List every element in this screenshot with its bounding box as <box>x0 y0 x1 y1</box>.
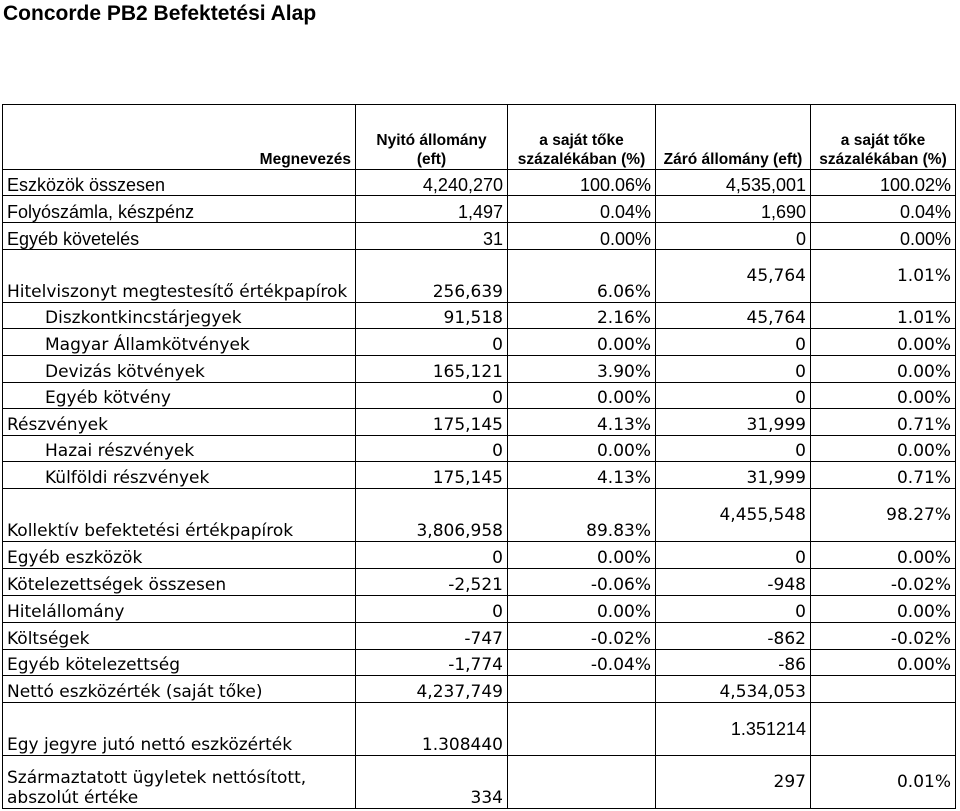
row-open-pct: 0.00% <box>508 329 656 356</box>
row-open: 0 <box>356 436 508 462</box>
row-open: 175,145 <box>356 409 508 436</box>
row-name: Nettó eszközérték (saját tőke) <box>3 676 356 703</box>
row-open: 1,497 <box>356 196 508 223</box>
row-open: 0 <box>356 383 508 409</box>
table-row <box>3 542 956 569</box>
row-close: 0 <box>656 356 811 383</box>
row-open: 91,518 <box>356 303 508 329</box>
row-open-pct <box>508 703 656 756</box>
row-name: Diszkontkincstárjegyek <box>3 303 356 329</box>
row-name: Hitelviszonyt megtestesítő értékpapírok <box>3 250 356 303</box>
row-close: 4,534,053 <box>656 676 811 703</box>
row-close-pct: 1.01% <box>811 303 956 329</box>
row-close-pct: 0.00% <box>811 542 956 569</box>
row-close-pct: 0.00% <box>811 650 956 676</box>
row-open-pct: -0.04% <box>508 650 656 676</box>
row-open-pct: -0.02% <box>508 623 656 650</box>
row-name: Származtatott ügyletek nettósított, abszolút értéke <box>3 756 356 809</box>
row-close: 0 <box>656 542 811 569</box>
row-name: Magyar Államkötvények <box>3 329 356 356</box>
table-row <box>3 756 956 809</box>
row-open: 1.308440 <box>356 703 508 756</box>
row-open-pct <box>508 756 656 809</box>
table-row <box>3 383 956 409</box>
row-open: 0 <box>356 329 508 356</box>
header-closing: Záró állomány (eft) <box>656 105 811 170</box>
row-close-pct: 98.27% <box>811 489 956 542</box>
row-open: -1,774 <box>356 650 508 676</box>
row-open-pct: 89.83% <box>508 489 656 542</box>
table-row <box>3 409 956 436</box>
table-row <box>3 436 956 462</box>
row-name: Költségek <box>3 623 356 650</box>
row-close-pct: 0.71% <box>811 409 956 436</box>
row-name: Egyéb eszközök <box>3 542 356 569</box>
row-close-pct: 0.00% <box>811 223 956 250</box>
row-close: 45,764 <box>656 303 811 329</box>
row-open-pct: 6.06% <box>508 250 656 303</box>
row-close-pct: -0.02% <box>811 623 956 650</box>
row-open-pct: -0.06% <box>508 569 656 596</box>
row-close-pct: 0.00% <box>811 596 956 623</box>
table-row <box>3 329 956 356</box>
row-name: Kollektív befektetési értékpapírok <box>3 489 356 542</box>
header-name: Megnevezés <box>3 105 356 170</box>
row-open: 4,237,749 <box>356 676 508 703</box>
table-row <box>3 170 956 196</box>
table-row <box>3 569 956 596</box>
row-close: 0 <box>656 596 811 623</box>
table-row <box>3 356 956 383</box>
row-close-pct: 1.01% <box>811 250 956 303</box>
page-title: Concorde PB2 Befektetési Alap <box>3 2 317 25</box>
row-open: 165,121 <box>356 356 508 383</box>
row-name: Kötelezettségek összesen <box>3 569 356 596</box>
row-close: 4,535,001 <box>656 170 811 196</box>
row-name: Hazai részvények <box>3 436 356 462</box>
row-open: 0 <box>356 542 508 569</box>
row-close-pct: 0.00% <box>811 329 956 356</box>
row-close-pct: 0.00% <box>811 356 956 383</box>
row-name: Hitelállomány <box>3 596 356 623</box>
row-close-pct: 0.71% <box>811 462 956 489</box>
row-name: Folyószámla, készpénz <box>3 196 356 223</box>
row-open-pct: 0.00% <box>508 542 656 569</box>
table-row <box>3 250 956 303</box>
row-close-pct: -0.02% <box>811 569 956 596</box>
row-open: 4,240,270 <box>356 170 508 196</box>
row-close: -86 <box>656 650 811 676</box>
row-open: 3,806,958 <box>356 489 508 542</box>
header-closing-pct: a saját tőke százalékában (%) <box>811 105 956 170</box>
row-close: 0 <box>656 436 811 462</box>
table-row <box>3 623 956 650</box>
row-open-pct: 4.13% <box>508 462 656 489</box>
row-close: 31,999 <box>656 409 811 436</box>
row-close-pct: 0.00% <box>811 383 956 409</box>
row-close: -948 <box>656 569 811 596</box>
table-row <box>3 650 956 676</box>
row-open-pct: 100.06% <box>508 170 656 196</box>
row-name: Devizás kötvények <box>3 356 356 383</box>
row-close-pct <box>811 703 956 756</box>
row-close-pct: 100.02% <box>811 170 956 196</box>
row-close-pct: 0.04% <box>811 196 956 223</box>
row-open-pct <box>508 676 656 703</box>
row-open-pct: 2.16% <box>508 303 656 329</box>
row-open: -747 <box>356 623 508 650</box>
table-row <box>3 676 956 703</box>
row-open: 0 <box>356 596 508 623</box>
row-open: 256,639 <box>356 250 508 303</box>
table-header-row <box>3 105 956 170</box>
row-open-pct: 0.00% <box>508 436 656 462</box>
row-name: Külföldi részvények <box>3 462 356 489</box>
table-row <box>3 196 956 223</box>
row-open-pct: 4.13% <box>508 409 656 436</box>
row-open-pct: 0.00% <box>508 223 656 250</box>
balance-table <box>2 104 956 809</box>
row-name: Egyéb kötvény <box>3 383 356 409</box>
table-row <box>3 223 956 250</box>
table-row <box>3 489 956 542</box>
row-open-pct: 0.00% <box>508 596 656 623</box>
row-open: 175,145 <box>356 462 508 489</box>
row-name: Egyéb követelés <box>3 223 356 250</box>
row-close: 297 <box>656 756 811 809</box>
row-close: 45,764 <box>656 250 811 303</box>
row-name: Egy jegyre jutó nettó eszközérték <box>3 703 356 756</box>
row-close: 31,999 <box>656 462 811 489</box>
row-open: 31 <box>356 223 508 250</box>
row-close: 0 <box>656 223 811 250</box>
row-close: 4,455,548 <box>656 489 811 542</box>
row-open-pct: 0.00% <box>508 383 656 409</box>
row-close-pct: 0.01% <box>811 756 956 809</box>
header-opening: Nyitó állomány (eft) <box>356 105 508 170</box>
row-close: 0 <box>656 329 811 356</box>
row-open: -2,521 <box>356 569 508 596</box>
row-open-pct: 0.04% <box>508 196 656 223</box>
row-name: Részvények <box>3 409 356 436</box>
row-name: Egyéb kötelezettség <box>3 650 356 676</box>
row-open: 334 <box>356 756 508 809</box>
table-row <box>3 703 956 756</box>
header-opening-pct: a saját tőke százalékában (%) <box>508 105 656 170</box>
row-close-pct: 0.00% <box>811 436 956 462</box>
row-close: 0 <box>656 383 811 409</box>
row-close: -862 <box>656 623 811 650</box>
table-row <box>3 303 956 329</box>
row-close-pct <box>811 676 956 703</box>
row-close: 1.351214 <box>656 703 811 756</box>
row-open-pct: 3.90% <box>508 356 656 383</box>
table-row <box>3 596 956 623</box>
table-row <box>3 462 956 489</box>
row-name: Eszközök összesen <box>3 170 356 196</box>
row-close: 1,690 <box>656 196 811 223</box>
